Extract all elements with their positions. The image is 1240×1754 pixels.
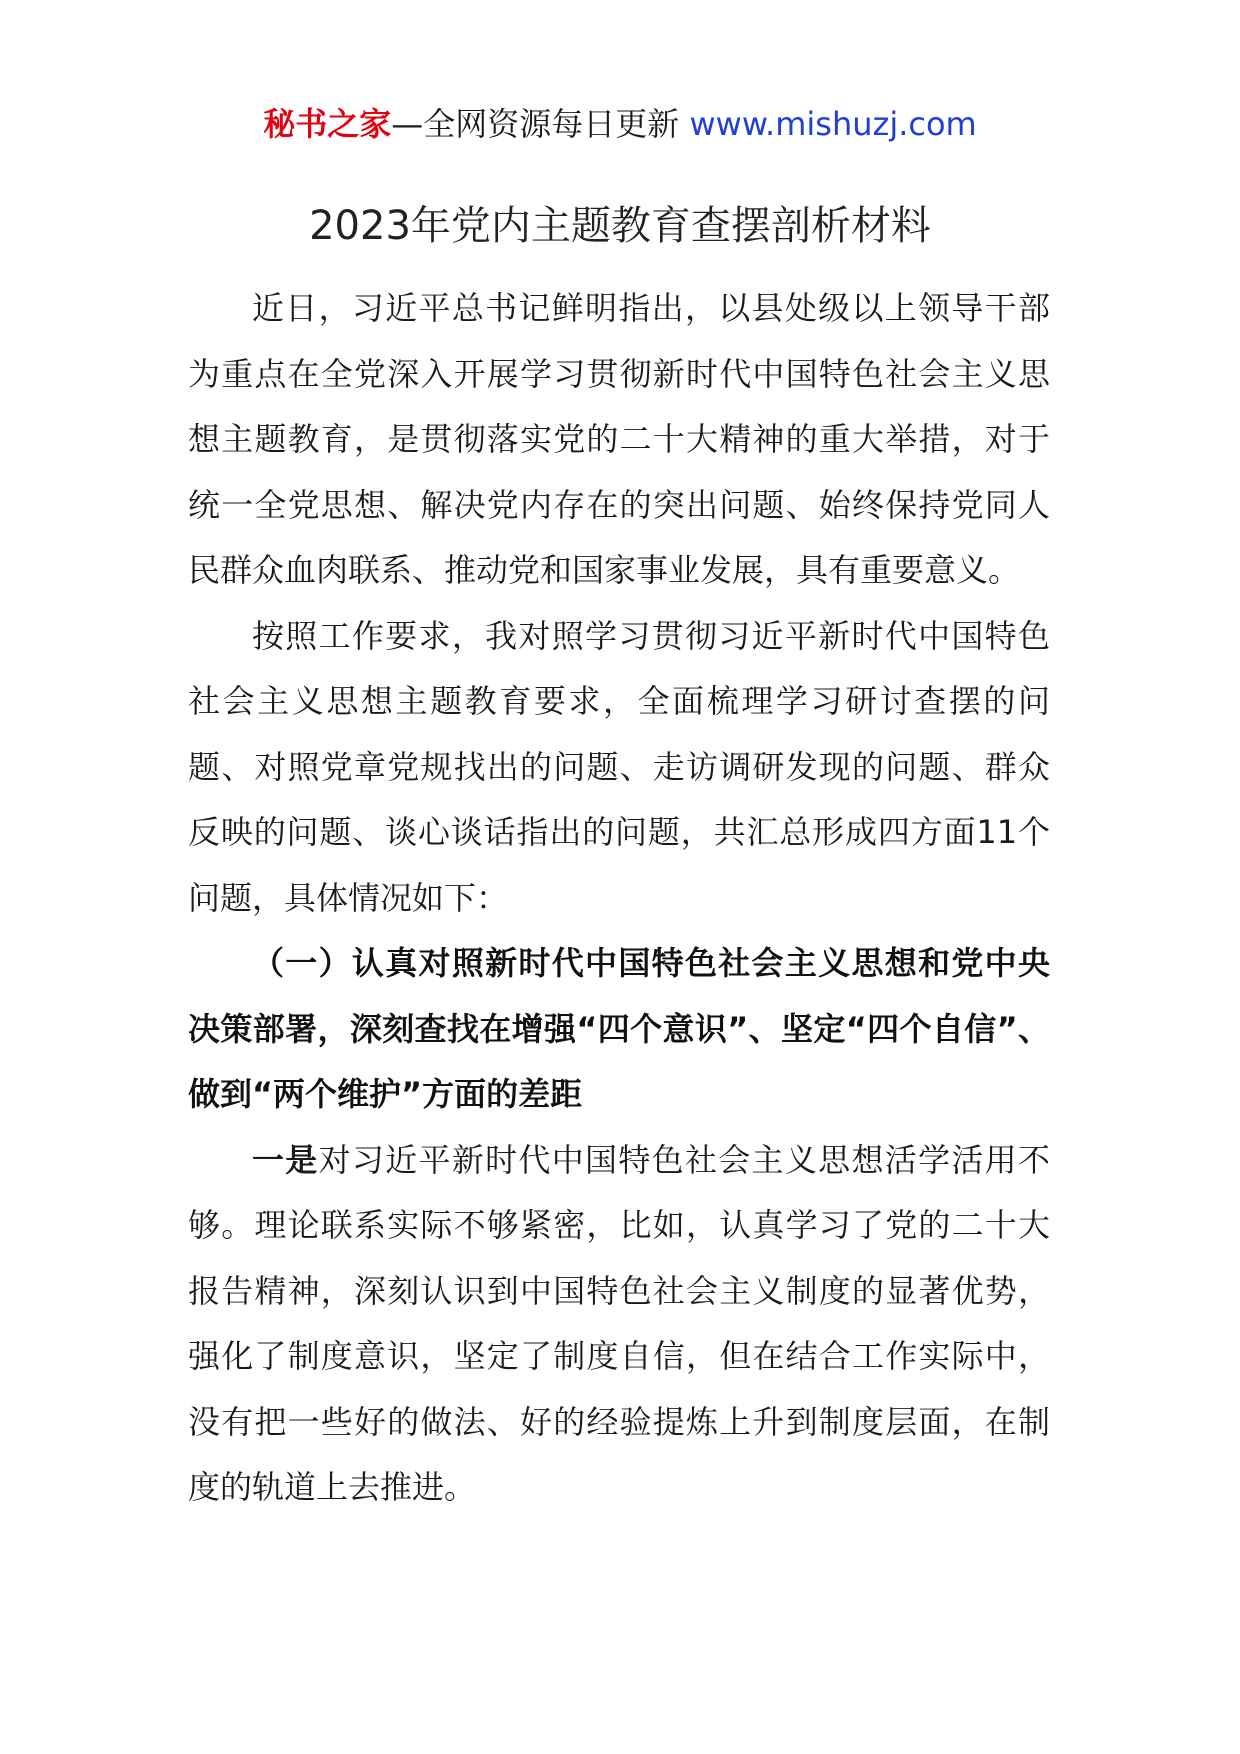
site-header xyxy=(0,100,1240,148)
site-slogan: —全网资源每日更新 xyxy=(391,105,680,143)
document-body xyxy=(188,276,1050,1521)
item-1-lead: 一是 xyxy=(252,1140,319,1179)
paragraph-intro: 近日，习近平总书记鲜明指出，以县处级以上领导干部为重点在全党深入开展学习贯彻新时代中国特色社会主义思想主题教育，是贯彻落实党的二十大精神的重大举措，对于统一全党思想、解决党内存在的突出问题、始终保持党同人民群众血肉联系、推动党和国家事业发展，具有重要意义。 xyxy=(188,289,1050,589)
site-url-link[interactable]: www.mishuzj.com xyxy=(689,105,977,143)
item-1-text: 对习近平新时代中国特色社会主义思想活学活用不够。理论联系实际不够紧密，比如，认真学习了党的二十大报告精神，深刻认识到中国特色社会主义制度的显著优势，强化了制度意识，坚定了制度自信，但在结合工作实际中，没有把一些好的做法、好的经验提炼上升到制度层面，在制度的轨道上去推进。 xyxy=(188,1140,1050,1506)
site-brand: 秘书之家 xyxy=(263,105,392,143)
paragraph-item-1 xyxy=(188,1128,1050,1521)
paragraph-requirements: 按照工作要求，我对照学习贯彻习近平新时代中国特色社会主义思想主题教育要求，全面梳理学习研讨查摆的问题、对照党章党规找出的问题、走访调研发现的问题、群众反映的问题、谈心谈话指出的问题，共汇总形成四方面11个问题，具体情况如下： xyxy=(188,616,1050,917)
document-title: 2023年党内主题教育查摆剖析材料 xyxy=(309,203,931,249)
section-heading: （一）认真对照新时代中国特色社会主义思想和党中央决策部署，深刻查找在增强“四个意识”、坚定“四个自信”、做到“两个维护”方面的差距 xyxy=(188,944,1050,1113)
